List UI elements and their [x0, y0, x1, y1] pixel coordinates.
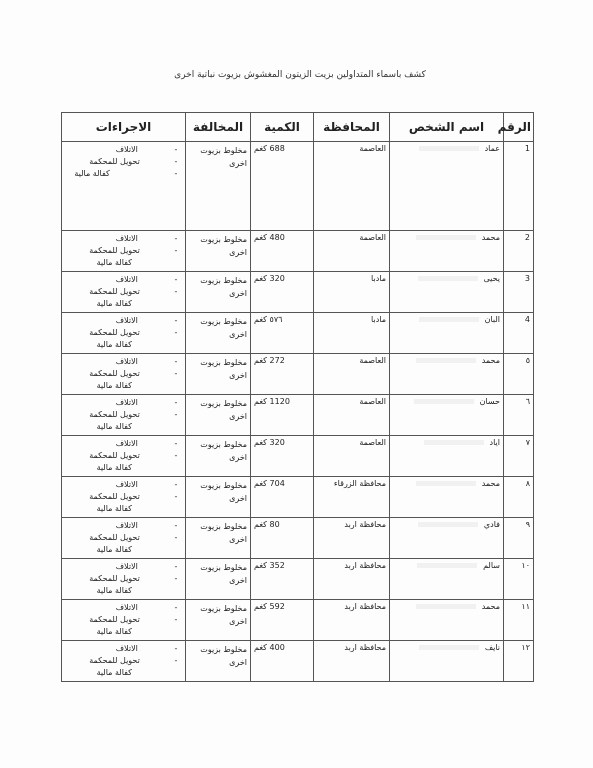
cell-name: [390, 354, 504, 395]
bullet-dash: -: [174, 603, 178, 612]
cell-quantity: 320 كغم: [251, 272, 314, 313]
column-header-governorate: المحافظة: [314, 113, 390, 142]
action-label: الاتلاف: [115, 357, 138, 366]
cell-number: ٦: [504, 395, 534, 436]
redacted-surname: [418, 276, 478, 281]
cell-actions: [62, 231, 186, 272]
bullet-dash: -: [174, 521, 178, 530]
table-row: [62, 559, 534, 600]
action-label: كفالة مالية: [96, 586, 132, 595]
action-label: كفالة مالية: [96, 258, 132, 267]
bullet-dash: -: [174, 439, 178, 448]
action-item: [65, 462, 182, 474]
action-label: الاتلاف: [115, 644, 138, 653]
table-body: [62, 142, 534, 682]
cell-number: ٧: [504, 436, 534, 477]
column-header-actions: الاجراءات: [62, 113, 186, 142]
redacted-surname: [418, 522, 478, 527]
bullet-dash: -: [174, 234, 178, 243]
cell-actions: [62, 395, 186, 436]
cell-quantity: 592 كغم: [251, 600, 314, 641]
action-item: [65, 368, 182, 380]
action-item: [65, 561, 182, 573]
action-item: [65, 520, 182, 532]
action-item: [65, 450, 182, 462]
cell-governorate: محافظة اربد: [314, 600, 390, 641]
document-title: كشف باسماء المتداولين بزيت الزيتون المغشوش بزيوت نباتية اخرى: [174, 70, 426, 80]
action-item: [65, 544, 182, 556]
table-row: [62, 354, 534, 395]
cell-name: [390, 600, 504, 641]
cell-quantity: 704 كغم: [251, 477, 314, 518]
cell-name: [390, 559, 504, 600]
person-name: فادي: [483, 520, 500, 529]
cell-name: [390, 518, 504, 559]
cell-number: 3: [504, 272, 534, 313]
bullet-dash: -: [174, 275, 178, 284]
action-label: تحويل للمحكمة: [89, 287, 140, 296]
table-row: [62, 436, 534, 477]
bullet-dash: -: [174, 574, 178, 583]
action-item: [65, 168, 182, 180]
cell-number: 2: [504, 231, 534, 272]
table-row: [62, 231, 534, 272]
cell-quantity: 272 كغم: [251, 354, 314, 395]
action-item: [65, 421, 182, 433]
action-label: كفالة مالية: [96, 422, 132, 431]
column-header-number: الرقم: [504, 113, 534, 142]
cell-governorate: العاصمة: [314, 395, 390, 436]
table-row: [62, 477, 534, 518]
bullet-dash: -: [174, 328, 178, 337]
action-label: الاتلاف: [115, 145, 138, 154]
action-label: الاتلاف: [115, 562, 138, 571]
action-item: [65, 233, 182, 245]
cell-actions: [62, 272, 186, 313]
action-label: تحويل للمحكمة: [89, 615, 140, 624]
cell-violation: مخلوط بزيوت اخرى: [186, 395, 251, 436]
cell-violation: مخلوط بزيوت اخرى: [186, 477, 251, 518]
bullet-dash: -: [174, 451, 178, 460]
table-row: [62, 142, 534, 231]
cell-number: ٨: [504, 477, 534, 518]
bullet-dash: -: [174, 480, 178, 489]
action-item: [65, 532, 182, 544]
person-name: سالم: [483, 561, 500, 570]
bullet-dash: -: [174, 246, 178, 255]
action-item: [65, 286, 182, 298]
cell-actions: [62, 600, 186, 641]
cell-quantity: 80 كغم: [251, 518, 314, 559]
bullet-dash: -: [174, 169, 178, 178]
cell-actions: [62, 559, 186, 600]
bullet-dash: -: [174, 398, 178, 407]
cell-violation: مخلوط بزيوت اخرى: [186, 272, 251, 313]
cell-quantity: 320 كغم: [251, 436, 314, 477]
column-header-violation: المخالفة: [186, 113, 251, 142]
cell-name: [390, 395, 504, 436]
table-row: [62, 272, 534, 313]
action-item: [65, 298, 182, 310]
cell-name: [390, 272, 504, 313]
cell-name: [390, 641, 504, 682]
action-item: [65, 626, 182, 638]
cell-governorate: العاصمة: [314, 142, 390, 231]
cell-governorate: العاصمة: [314, 231, 390, 272]
redacted-surname: [419, 317, 479, 322]
action-item: [65, 491, 182, 503]
person-name: اياد: [489, 438, 500, 447]
table-row: [62, 518, 534, 559]
action-label: الاتلاف: [115, 603, 138, 612]
bullet-dash: -: [174, 644, 178, 653]
cell-quantity: 688 كغم: [251, 142, 314, 231]
action-item: [65, 257, 182, 269]
action-label: الاتلاف: [115, 234, 138, 243]
records-table: [61, 112, 534, 682]
cell-governorate: محافظة اربد: [314, 559, 390, 600]
action-label: كفالة مالية: [96, 545, 132, 554]
cell-name: [390, 313, 504, 354]
cell-quantity: 400 كغم: [251, 641, 314, 682]
cell-violation: مخلوط بزيوت اخرى: [186, 354, 251, 395]
cell-number: ١٠: [504, 559, 534, 600]
table-row: [62, 641, 534, 682]
cell-actions: [62, 477, 186, 518]
cell-governorate: مادبا: [314, 313, 390, 354]
column-header-quantity: الكمية: [251, 113, 314, 142]
cell-number: ٥: [504, 354, 534, 395]
person-name: البان: [484, 315, 500, 324]
cell-governorate: مادبا: [314, 272, 390, 313]
bullet-dash: -: [174, 615, 178, 624]
action-item: [65, 602, 182, 614]
action-label: كفالة مالية: [74, 169, 110, 178]
cell-governorate: العاصمة: [314, 354, 390, 395]
action-item: [65, 479, 182, 491]
bullet-dash: -: [174, 533, 178, 542]
table-row: [62, 313, 534, 354]
action-label: الاتلاف: [115, 521, 138, 530]
bullet-dash: -: [174, 157, 178, 166]
action-label: كفالة مالية: [96, 463, 132, 472]
cell-number: ٩: [504, 518, 534, 559]
cell-actions: [62, 436, 186, 477]
person-name: محمد: [481, 233, 500, 242]
action-item: [65, 573, 182, 585]
action-label: تحويل للمحكمة: [89, 492, 140, 501]
cell-number: ١٢: [504, 641, 534, 682]
bullet-dash: -: [174, 410, 178, 419]
redacted-surname: [416, 604, 476, 609]
table-header: [62, 113, 534, 142]
person-name: محمد: [481, 479, 500, 488]
action-item: [65, 356, 182, 368]
cell-violation: مخلوط بزيوت اخرى: [186, 518, 251, 559]
redacted-surname: [424, 440, 484, 445]
action-label: كفالة مالية: [96, 381, 132, 390]
action-item: [65, 438, 182, 450]
action-label: كفالة مالية: [96, 668, 132, 677]
cell-governorate: محافظة اربد: [314, 641, 390, 682]
redacted-surname: [416, 358, 476, 363]
cell-violation: مخلوط بزيوت اخرى: [186, 142, 251, 231]
action-label: تحويل للمحكمة: [89, 533, 140, 542]
bullet-dash: -: [174, 145, 178, 154]
action-label: الاتلاف: [115, 398, 138, 407]
action-item: [65, 643, 182, 655]
bullet-dash: -: [174, 357, 178, 366]
cell-actions: [62, 313, 186, 354]
action-label: تحويل للمحكمة: [89, 656, 140, 665]
bullet-dash: -: [174, 369, 178, 378]
person-name: حسان: [479, 397, 500, 406]
action-label: الاتلاف: [115, 439, 138, 448]
action-item: [65, 614, 182, 626]
cell-violation: مخلوط بزيوت اخرى: [186, 641, 251, 682]
cell-name: [390, 231, 504, 272]
action-label: تحويل للمحكمة: [89, 369, 140, 378]
action-label: تحويل للمحكمة: [89, 574, 140, 583]
cell-violation: مخلوط بزيوت اخرى: [186, 231, 251, 272]
action-item: [65, 409, 182, 421]
action-item: [65, 503, 182, 515]
action-item: [65, 156, 182, 168]
action-item: [65, 397, 182, 409]
action-label: كفالة مالية: [96, 340, 132, 349]
cell-number: 1: [504, 142, 534, 231]
cell-quantity: 1120 كغم: [251, 395, 314, 436]
action-label: كفالة مالية: [96, 504, 132, 513]
cell-actions: [62, 354, 186, 395]
column-header-name: اسم الشخص: [390, 113, 504, 142]
action-item: [65, 585, 182, 597]
action-label: الاتلاف: [115, 316, 138, 325]
cell-name: [390, 477, 504, 518]
redacted-surname: [414, 399, 474, 404]
bullet-dash: -: [174, 656, 178, 665]
table-row: [62, 600, 534, 641]
table-row: [62, 395, 534, 436]
action-label: تحويل للمحكمة: [89, 410, 140, 419]
bullet-dash: -: [174, 316, 178, 325]
action-item: [65, 667, 182, 679]
cell-quantity: 352 كغم: [251, 559, 314, 600]
cell-quantity: ٥٧٦ كغم: [251, 313, 314, 354]
cell-violation: مخلوط بزيوت اخرى: [186, 436, 251, 477]
action-label: تحويل للمحكمة: [89, 246, 140, 255]
cell-name: [390, 142, 504, 231]
person-name: عماد: [484, 144, 500, 153]
redacted-surname: [416, 235, 476, 240]
cell-name: [390, 436, 504, 477]
header-row: [62, 113, 534, 142]
action-item: [65, 339, 182, 351]
person-name: نايف: [484, 643, 500, 652]
cell-governorate: محافظة اربد: [314, 518, 390, 559]
action-item: [65, 327, 182, 339]
redacted-surname: [416, 481, 476, 486]
cell-number: ١١: [504, 600, 534, 641]
cell-actions: [62, 142, 186, 231]
cell-violation: مخلوط بزيوت اخرى: [186, 600, 251, 641]
redacted-surname: [419, 146, 479, 151]
cell-violation: مخلوط بزيوت اخرى: [186, 313, 251, 354]
action-label: كفالة مالية: [96, 627, 132, 636]
action-item: [65, 245, 182, 257]
action-item: [65, 144, 182, 156]
action-label: الاتلاف: [115, 275, 138, 284]
action-item: [65, 315, 182, 327]
bullet-dash: -: [174, 562, 178, 571]
action-item: [65, 274, 182, 286]
bullet-dash: -: [174, 287, 178, 296]
cell-governorate: العاصمة: [314, 436, 390, 477]
action-label: تحويل للمحكمة: [89, 157, 140, 166]
action-label: كفالة مالية: [96, 299, 132, 308]
bullet-dash: -: [174, 492, 178, 501]
action-label: تحويل للمحكمة: [89, 451, 140, 460]
cell-violation: مخلوط بزيوت اخرى: [186, 559, 251, 600]
action-label: تحويل للمحكمة: [89, 328, 140, 337]
redacted-surname: [417, 563, 477, 568]
cell-number: 4: [504, 313, 534, 354]
action-item: [65, 655, 182, 667]
action-label: الاتلاف: [115, 480, 138, 489]
action-item: [65, 380, 182, 392]
redacted-surname: [419, 645, 479, 650]
cell-governorate: محافظة الزرقاء: [314, 477, 390, 518]
cell-actions: [62, 518, 186, 559]
cell-actions: [62, 641, 186, 682]
person-name: محمد: [481, 356, 500, 365]
person-name: محمد: [481, 602, 500, 611]
cell-quantity: 480 كغم: [251, 231, 314, 272]
person-name: يحيى: [483, 274, 500, 283]
